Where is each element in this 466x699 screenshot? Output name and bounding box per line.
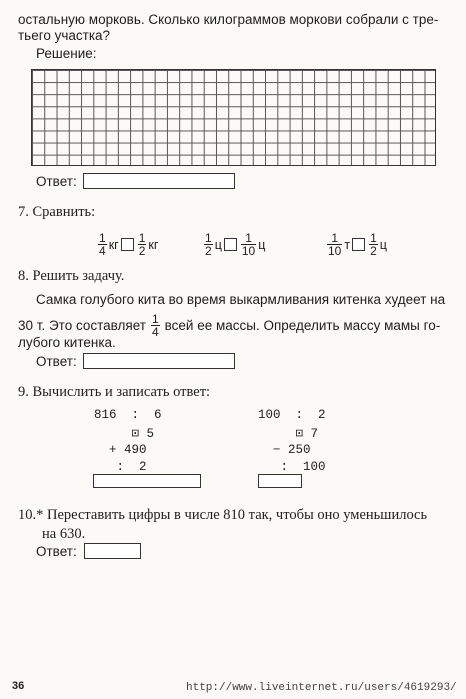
calc-left-line-4: : 2 <box>94 460 147 474</box>
answer-box-9-right[interactable] <box>258 474 302 488</box>
compare-item-2: $\frac{1}{2}$ ц $\frac{1}{10}$ ц <box>205 231 266 258</box>
calc-right-line-3: − 250 <box>258 443 311 457</box>
fraction: $\frac{1}{4}$ <box>151 312 159 339</box>
compare-square[interactable] <box>352 238 365 251</box>
task8-line-2: 30 т. Это составляет $\frac{1}{4}$ всей ее массы. Определить массу мамы го- <box>18 312 441 339</box>
task7-title: 7. Сравнить: <box>18 204 96 220</box>
answer-label-10: Ответ: <box>36 544 77 559</box>
calc-right-line-4: : 100 <box>258 460 326 474</box>
page-number: 36 <box>12 680 25 692</box>
fraction: $\frac{1}{2}$ <box>205 231 212 258</box>
calc-left-line-1: 816 : 6 <box>94 408 162 422</box>
solution-grid[interactable] <box>31 69 436 166</box>
answer-box-9-left[interactable] <box>93 474 201 488</box>
calc-right-line-2: ⊡ 7 <box>258 427 319 441</box>
answer-box-6[interactable] <box>83 173 235 189</box>
intro-line-1: остальную морковь. Сколько килограммов моркови собрали с тре- <box>18 12 439 27</box>
fraction: $\frac{1}{2}$ <box>138 231 146 258</box>
task10-title-line-1: 10.* Переставить цифры в числе 810 так, чтобы оно уменьшилось <box>18 507 428 523</box>
calc-left-line-2: ⊡ 5 <box>94 427 155 441</box>
task10-title-line-2: на 630. <box>42 526 86 542</box>
task8-line-1: Самка голубого кита во время выкармливания китенка худеет на <box>36 292 446 307</box>
intro-line-2: тьего участка? <box>18 28 111 43</box>
task8-title: 8. Решить задачу. <box>18 268 125 284</box>
watermark-url: http://www.liveinternet.ru/users/4619293/ <box>186 682 457 694</box>
answer-label-6: Ответ: <box>36 174 77 189</box>
fraction: $\frac{1}{10}$ <box>241 231 256 258</box>
fraction: $\frac{1}{4}$ <box>99 231 106 258</box>
answer-label-8: Ответ: <box>36 354 77 369</box>
answer-box-10[interactable] <box>84 543 141 559</box>
answer-box-8[interactable] <box>83 353 235 369</box>
solution-label: Решение: <box>36 46 97 61</box>
task8-line-3: лубого китенка. <box>18 335 116 350</box>
compare-square[interactable] <box>224 238 237 251</box>
fraction: $\frac{1}{10}$ <box>328 231 342 258</box>
task9-title: 9. Вычислить и записать ответ: <box>18 384 211 400</box>
calc-left-line-3: + 490 <box>94 443 147 457</box>
calc-right-line-1: 100 : 2 <box>258 408 326 422</box>
compare-square[interactable] <box>121 238 134 251</box>
compare-item-1: $\frac{1}{4}$ кг $\frac{1}{2}$ кг <box>99 231 159 258</box>
fraction: $\frac{1}{2}$ <box>370 231 377 258</box>
compare-item-3: $\frac{1}{10}$ т $\frac{1}{2}$ ц <box>328 231 387 258</box>
